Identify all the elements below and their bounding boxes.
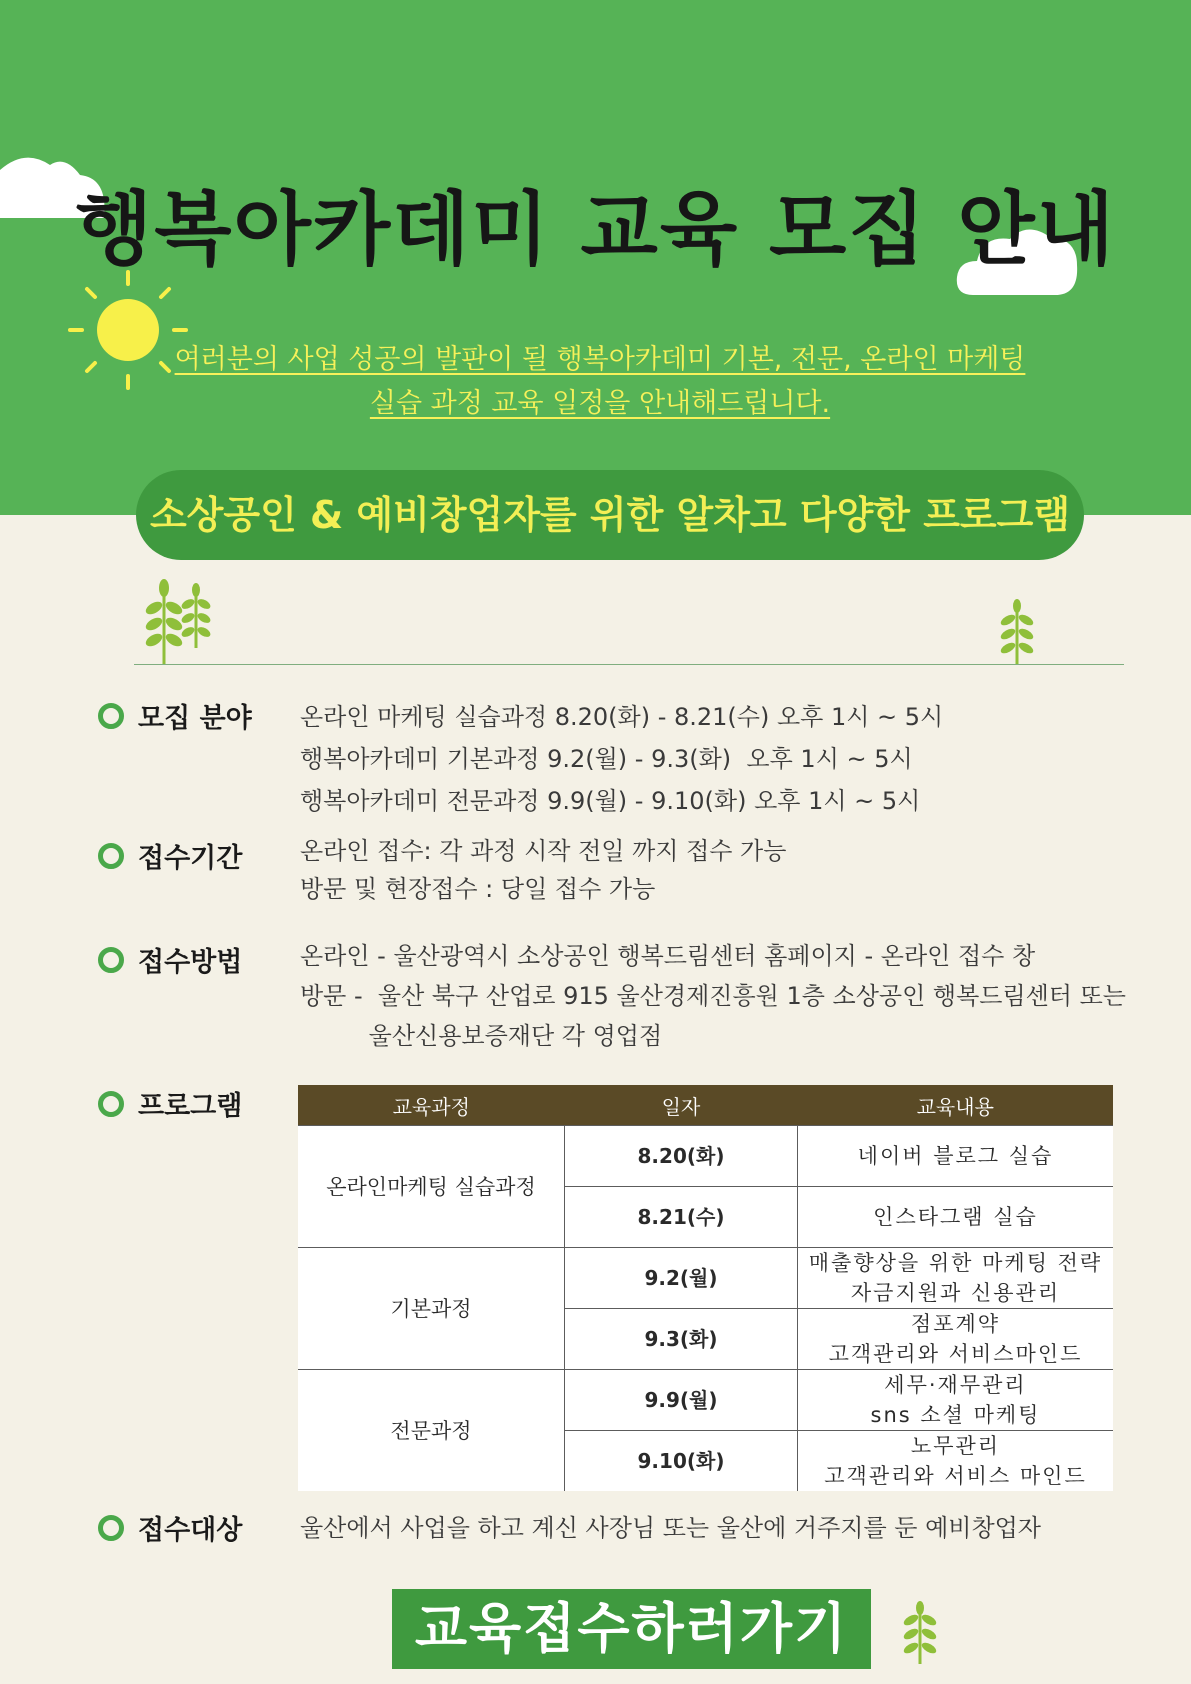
header-date: 일자 bbox=[565, 1085, 798, 1126]
apply-button[interactable]: 교육접수하러가기 bbox=[392, 1589, 871, 1669]
period-line: 방문 및 현장접수 : 당일 접수 가능 bbox=[300, 875, 656, 903]
course-cell: 기본과정 bbox=[298, 1248, 565, 1370]
program-banner: 소상공인 & 예비창업자를 위한 알차고 다양한 프로그램 bbox=[136, 470, 1084, 560]
date-cell: 9.10(화) bbox=[565, 1431, 798, 1492]
method-line: 방문 - 울산 북구 산업로 915 울산경제진흥원 1층 소상공인 행복드림센터 또는 bbox=[300, 982, 1126, 1010]
date-cell: 9.3(화) bbox=[565, 1309, 798, 1370]
section-period-lines bbox=[300, 832, 786, 908]
method-line: 온라인 - 울산광역시 소상공인 행복드림센터 홈페이지 - 온라인 접수 창 bbox=[300, 942, 1036, 970]
bullet-ring-icon bbox=[98, 947, 124, 973]
content-line: 고객관리와 서비스마인드 bbox=[828, 1342, 1083, 1366]
intro-line-1: 여러분의 사업 성공의 발판이 될 행복아카데미 기본, 전문, 온라인 마케팅 bbox=[174, 344, 1026, 375]
section-program-title: 프로그램 bbox=[138, 1091, 243, 1122]
section-target-label bbox=[98, 1508, 242, 1547]
section-recruit-label bbox=[98, 696, 252, 735]
intro-text bbox=[130, 338, 1070, 426]
content-cell bbox=[798, 1431, 1114, 1492]
section-period-title: 접수기간 bbox=[138, 843, 243, 874]
intro-line-2: 실습 과정 교육 일정을 안내해드립니다. bbox=[369, 388, 831, 419]
course-cell: 온라인마케팅 실습과정 bbox=[298, 1126, 565, 1248]
page-title: 행복아카데미 교육 모집 안내 bbox=[75, 183, 1116, 276]
section-recruit-lines bbox=[300, 696, 943, 822]
recruit-line: 온라인 마케팅 실습과정 8.20(화) - 8.21(수) 오후 1시 ~ 5시 bbox=[300, 703, 944, 731]
bullet-ring-icon bbox=[98, 703, 124, 729]
date-cell: 8.20(화) bbox=[565, 1126, 798, 1187]
method-line: 울산신용보증재단 각 영업점 bbox=[300, 1022, 663, 1050]
target-line: 울산에서 사업을 하고 계신 사장님 또는 울산에 거주지를 둔 예비창업자 bbox=[300, 1514, 1041, 1542]
plant-bottom-icon bbox=[900, 1600, 940, 1666]
table-row bbox=[298, 1248, 1113, 1309]
content-line: 인스타그램 실습 bbox=[873, 1205, 1038, 1229]
content-line: 고객관리와 서비스 마인드 bbox=[824, 1464, 1087, 1488]
bullet-ring-icon bbox=[98, 1515, 124, 1541]
plant-right-icon bbox=[995, 598, 1039, 666]
section-target-title: 접수대상 bbox=[138, 1515, 243, 1546]
header-content: 교육내용 bbox=[798, 1085, 1114, 1126]
section-recruit-title: 모집 분야 bbox=[138, 703, 252, 734]
content-line: 노무관리 bbox=[910, 1434, 1001, 1458]
bullet-ring-icon bbox=[98, 843, 124, 869]
content-line: 점포계약 bbox=[910, 1312, 1001, 1336]
course-cell: 전문과정 bbox=[298, 1370, 565, 1492]
section-period-label bbox=[98, 836, 242, 875]
period-line: 온라인 접수: 각 과정 시작 전일 까지 접수 가능 bbox=[300, 837, 787, 865]
section-method-title: 접수방법 bbox=[138, 947, 243, 978]
content-cell bbox=[798, 1126, 1114, 1187]
content-cell bbox=[798, 1309, 1114, 1370]
section-program-label bbox=[98, 1084, 242, 1123]
content-line: 세무·재무관리 bbox=[884, 1373, 1027, 1397]
content-cell bbox=[798, 1187, 1114, 1248]
table-header-row bbox=[298, 1085, 1113, 1126]
content-cell bbox=[798, 1248, 1114, 1309]
recruit-line: 행복아카데미 기본과정 9.2(월) - 9.3(화) 오후 1시 ~ 5시 bbox=[300, 745, 913, 773]
recruit-line: 행복아카데미 전문과정 9.9(월) - 9.10(화) 오후 1시 ~ 5시 bbox=[300, 787, 921, 815]
header-course: 교육과정 bbox=[298, 1085, 565, 1126]
section-method-label bbox=[98, 940, 242, 979]
table-row bbox=[298, 1370, 1113, 1431]
content-cell bbox=[798, 1370, 1114, 1431]
content-line: 매출향상을 위한 마케팅 전략 bbox=[808, 1251, 1103, 1275]
divider bbox=[134, 664, 1124, 665]
content-line: 자금지원과 신용관리 bbox=[850, 1281, 1061, 1305]
program-table bbox=[298, 1085, 1113, 1491]
content-line: 네이버 블로그 실습 bbox=[857, 1144, 1054, 1168]
plant-left-icon bbox=[140, 578, 220, 666]
date-cell: 9.2(월) bbox=[565, 1248, 798, 1309]
date-cell: 9.9(월) bbox=[565, 1370, 798, 1431]
content-line: sns 소셜 마케팅 bbox=[870, 1403, 1041, 1427]
section-method-lines bbox=[300, 936, 1126, 1056]
table-row bbox=[298, 1126, 1113, 1187]
bullet-ring-icon bbox=[98, 1091, 124, 1117]
section-target-lines bbox=[300, 1510, 1041, 1546]
date-cell: 8.21(수) bbox=[565, 1187, 798, 1248]
